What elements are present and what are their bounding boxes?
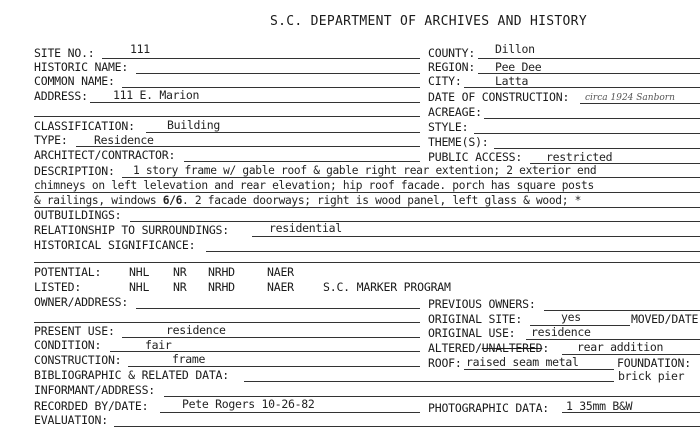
original-use-label: ORIGINAL USE: <box>428 326 516 340</box>
original-use-value: residence <box>531 325 591 339</box>
original-site-label: ORIGINAL SITE: <box>428 312 523 326</box>
construction-value: frame <box>172 352 206 366</box>
bibliographic-line <box>244 381 614 382</box>
potential-label: POTENTIAL: <box>34 265 102 279</box>
photographic-line <box>562 412 700 413</box>
altered-line <box>562 354 700 355</box>
historical-significance-label: HISTORICAL SIGNIFICANCE: <box>34 238 196 252</box>
potential-naer: NAER <box>267 265 294 279</box>
date-construction-line <box>580 103 700 104</box>
condition-value: fair <box>145 338 172 352</box>
public-access-label: PUBLIC ACCESS: <box>428 150 523 164</box>
acreage-line <box>484 118 700 119</box>
region-label: REGION: <box>428 60 476 74</box>
address-value: 111 E. Marion <box>113 88 200 102</box>
recorded-by-line <box>160 412 420 413</box>
potential-nrhd: NRHD <box>208 265 235 279</box>
relationship-line <box>252 236 700 237</box>
outbuildings-label: OUTBUILDINGS: <box>34 208 122 222</box>
listed-nrhd: NRHD <box>208 280 235 294</box>
condition-label: CONDITION: <box>34 338 102 352</box>
type-value: Residence <box>94 133 154 147</box>
type-line <box>76 146 420 147</box>
marker-program-label: S.C. MARKER PROGRAM <box>323 280 451 294</box>
description-rule-1 <box>122 177 700 178</box>
section-divider <box>34 262 700 263</box>
classification-label: CLASSIFICATION: <box>34 119 135 133</box>
present-use-label: PRESENT USE: <box>34 324 115 338</box>
county-label: COUNTY: <box>428 46 476 60</box>
date-construction-label: DATE OF CONSTRUCTION: <box>428 90 570 104</box>
recorded-by-label: RECORDED BY/DATE: <box>34 399 149 413</box>
listed-nhl: NHL <box>129 280 150 294</box>
common-name-label: COMMON NAME: <box>34 74 115 88</box>
acreage-label: ACREAGE: <box>428 105 482 119</box>
roof-label: ROOF: <box>428 356 462 370</box>
outbuildings-line <box>130 221 700 222</box>
potential-nr: NR <box>173 265 187 279</box>
description-label: DESCRIPTION: <box>34 164 115 178</box>
county-value: Dillon <box>495 42 535 56</box>
historic-name-line <box>136 73 420 74</box>
city-value: Latta <box>495 74 529 88</box>
photographic-value: 1 35mm B&W <box>566 399 633 413</box>
address-label: ADDRESS: <box>34 89 88 103</box>
description-rule-2 <box>34 192 700 193</box>
owner-extra-line <box>34 322 420 323</box>
altered-label: ALTERED/UNALTERED: <box>428 341 550 355</box>
type-label: TYPE: <box>34 133 68 147</box>
evaluation-label: EVALUATION: <box>34 413 108 427</box>
relationship-value: residential <box>269 221 342 235</box>
form-title: S.C. DEPARTMENT OF ARCHIVES AND HISTORY <box>270 14 587 29</box>
classification-line <box>146 132 420 133</box>
public-access-value: restricted <box>546 150 613 164</box>
condition-line <box>110 351 420 352</box>
owner-line <box>136 308 420 309</box>
listed-nr: NR <box>173 280 187 294</box>
recorded-by-value: Pete Rogers 10-26-82 <box>182 397 315 411</box>
photographic-label: PHOTOGRAPHIC DATA: <box>428 401 550 415</box>
previous-owners-label: PREVIOUS OWNERS: <box>428 297 536 311</box>
date-construction-value: circa 1924 Sanborn <box>585 93 675 103</box>
listed-label: LISTED: <box>34 280 82 294</box>
historical-significance-line <box>206 251 700 252</box>
roof-value: raised seam metal <box>466 355 579 369</box>
foundation-label: FOUNDATION: <box>617 356 691 370</box>
foundation-value: brick pier <box>618 369 685 383</box>
construction-line <box>128 366 420 367</box>
listed-naer: NAER <box>267 280 294 294</box>
site-no-label: SITE NO.: <box>34 46 95 60</box>
architect-line <box>184 161 420 162</box>
moved-date-label: MOVED/DATE <box>631 312 699 326</box>
region-value: Pee Dee <box>495 60 542 74</box>
site-no-line <box>102 58 420 59</box>
roof-line <box>464 369 614 370</box>
classification-value: Building <box>167 118 220 132</box>
informant-label: INFORMANT/ADDRESS: <box>34 383 156 397</box>
description-line-1: 1 story frame w/ gable roof & gable right rear extention; 2 exterior end <box>133 164 597 177</box>
relationship-label: RELATIONSHIP TO SURROUNDINGS: <box>34 223 229 237</box>
potential-nhl: NHL <box>129 265 150 279</box>
description-line-2: chimneys on left lelevation and rear elevation; hip roof facade. porch has square posts <box>34 179 594 192</box>
county-line <box>478 58 700 59</box>
historic-name-label: HISTORIC NAME: <box>34 60 129 74</box>
city-line <box>464 87 700 88</box>
present-use-value: residence <box>166 323 226 337</box>
altered-value: rear addition <box>577 340 664 354</box>
construction-label: CONSTRUCTION: <box>34 353 122 367</box>
themes-line <box>494 148 700 149</box>
owner-label: OWNER/ADDRESS: <box>34 295 129 309</box>
description-line-3: & railings, windows 6/6. 2 facade doorways; right is wood panel, left glass & wood; * <box>34 194 582 207</box>
themes-label: THEME(S): <box>428 135 489 149</box>
address-line <box>90 102 420 103</box>
address-extra-line <box>34 116 420 117</box>
city-label: CITY: <box>428 74 462 88</box>
style-label: STYLE: <box>428 120 469 134</box>
description-rule-3 <box>34 207 700 208</box>
evaluation-line <box>114 426 700 427</box>
architect-label: ARCHITECT/CONTRACTOR: <box>34 148 176 162</box>
original-site-value: yes <box>561 310 581 324</box>
site-no-value: 111 <box>130 42 150 56</box>
bibliographic-label: BIBLIOGRAPHIC & RELATED DATA: <box>34 368 229 382</box>
style-line <box>474 133 700 134</box>
